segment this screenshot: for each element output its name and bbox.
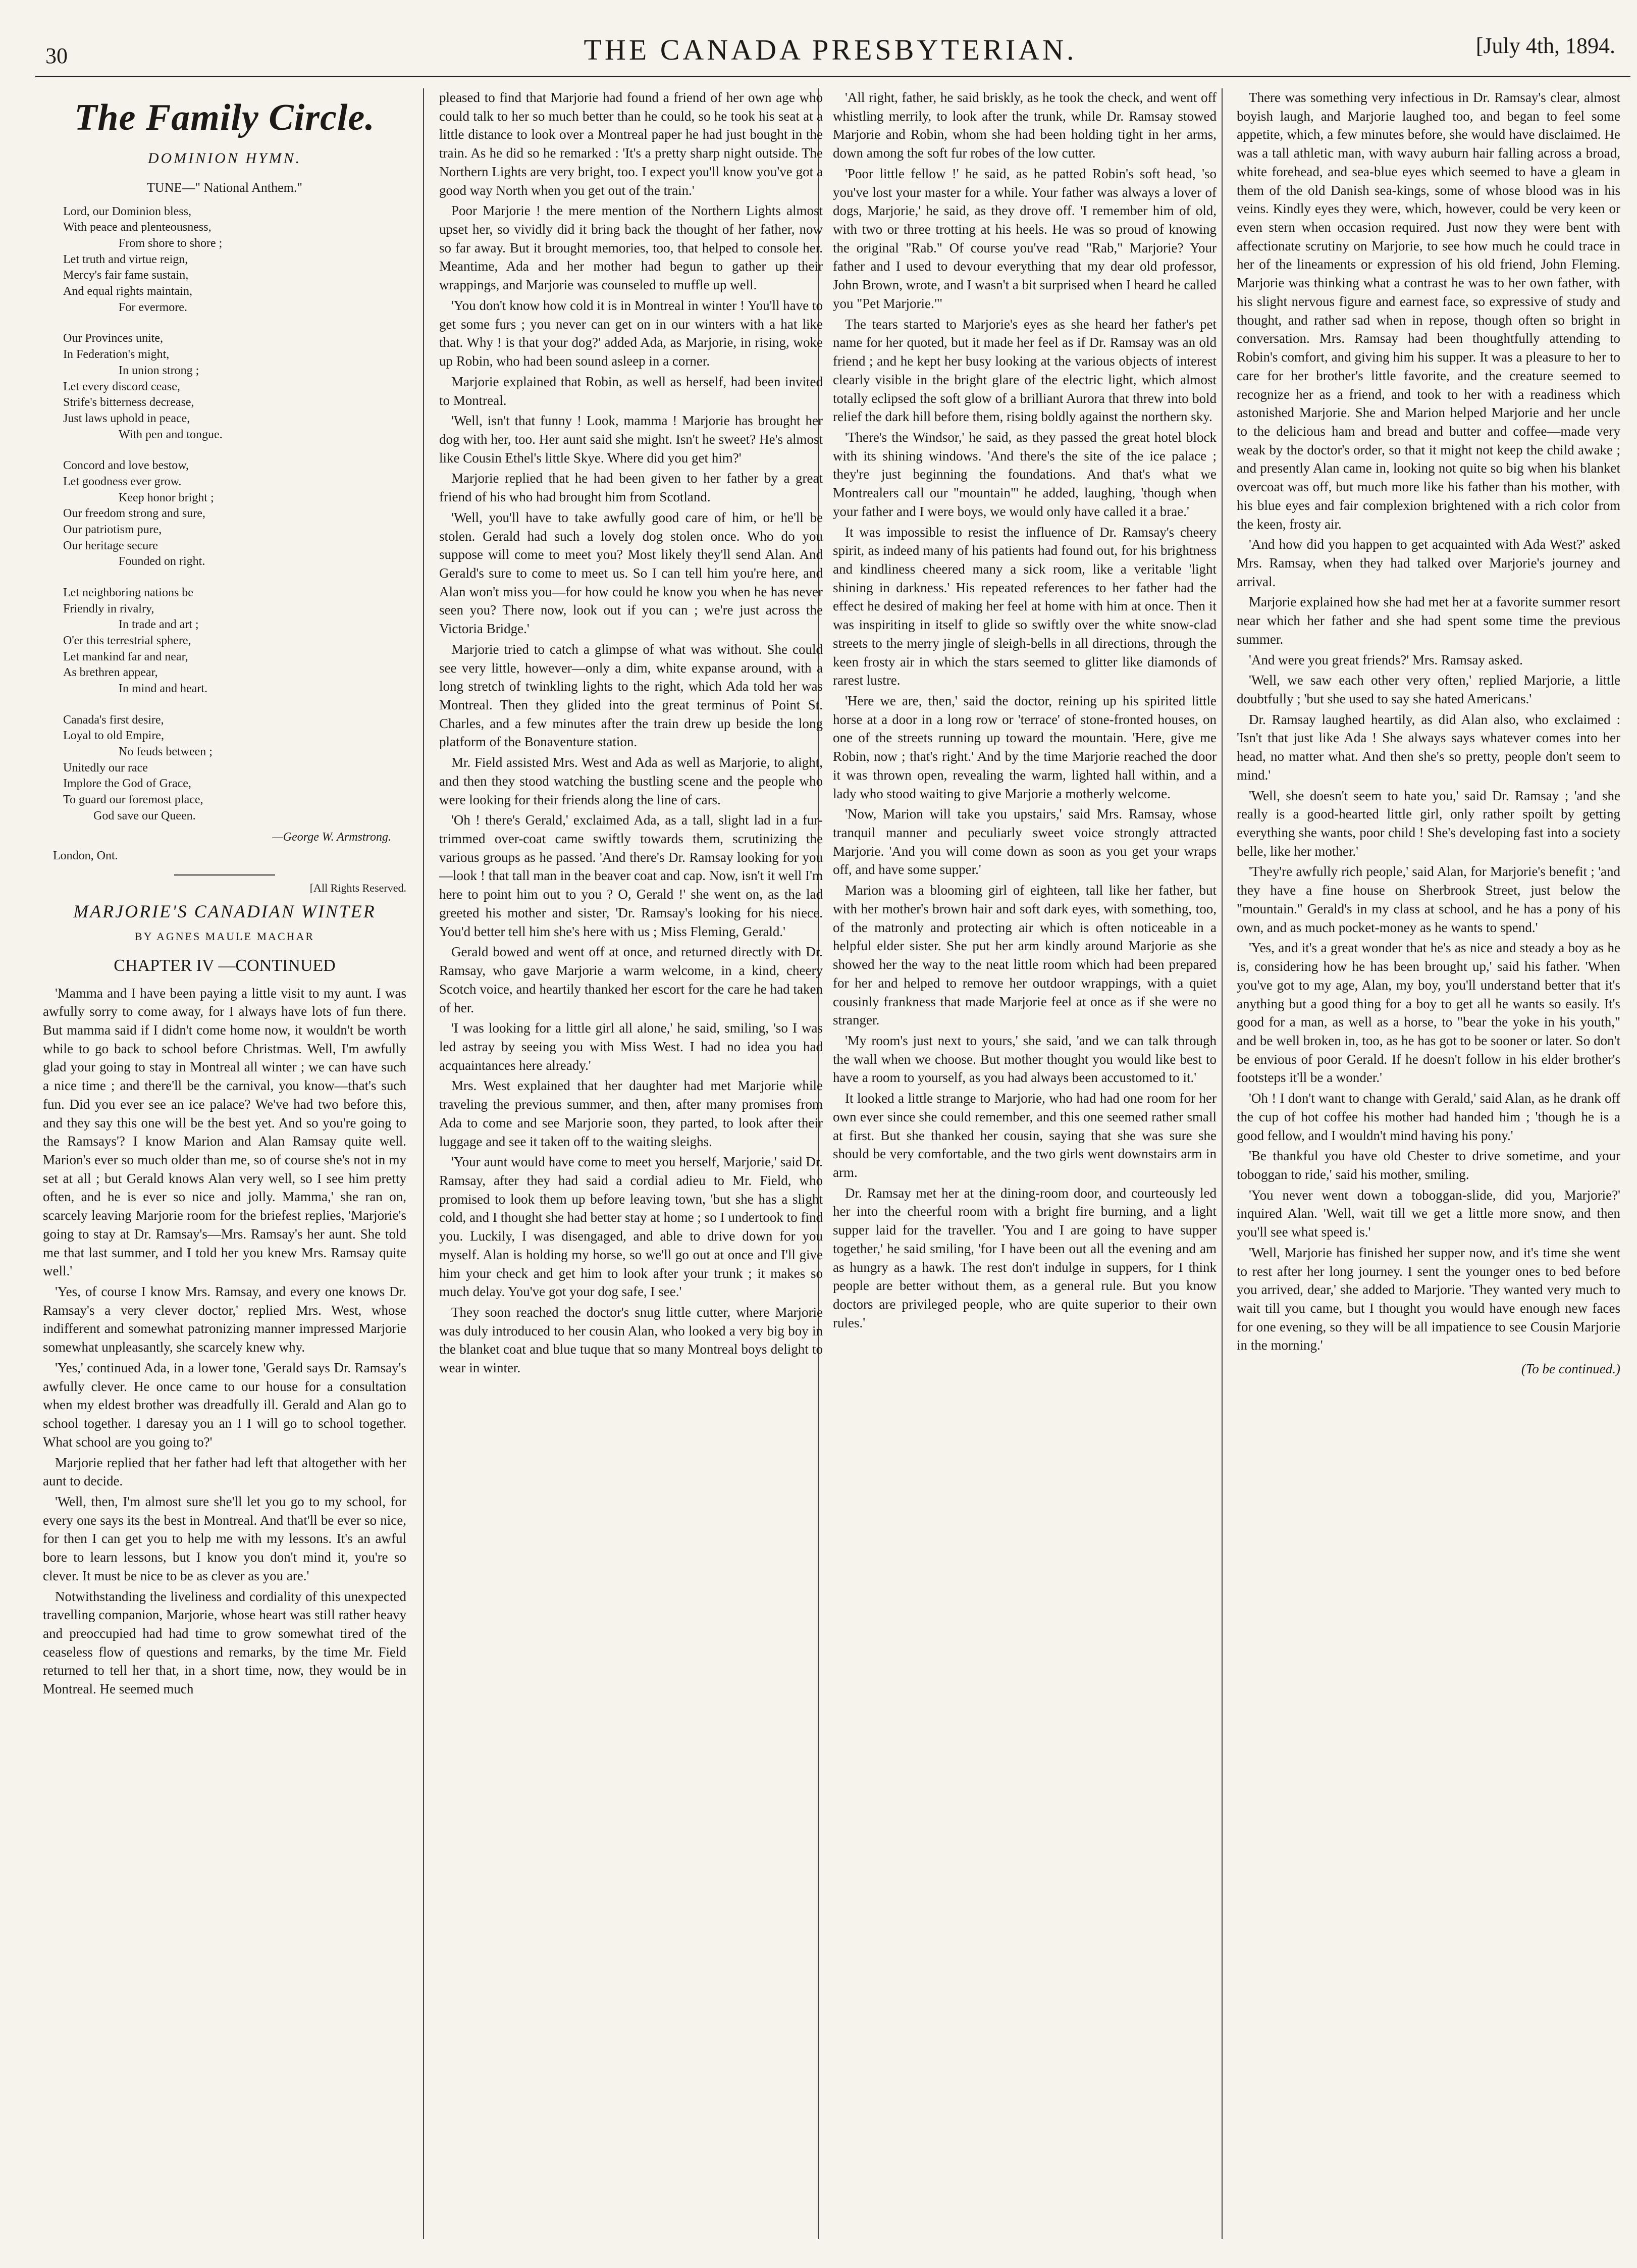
paragraph: 'You never went down a toboggan-slide, did you, Marjorie?' inquired Alan. 'Well, wait till we get a little more snow, and then you'll see what speed is.' <box>1237 1187 1620 1240</box>
verse-line: Mercy's fair fame sustain, <box>63 269 189 282</box>
verse-line: With pen and tongue. <box>119 428 223 441</box>
paragraph: 'And were you great friends?' Mrs. Ramsay asked. <box>1249 652 1523 667</box>
column-4 <box>1237 88 1620 2249</box>
poem-verse <box>63 585 406 697</box>
page-number: 30 <box>45 43 68 68</box>
verse-line: Loyal to old Empire, <box>63 729 164 743</box>
section-rule <box>174 874 275 875</box>
verse-line: No feuds between ; <box>119 745 213 758</box>
issue-date: [July 4th, 1894. <box>1475 33 1615 58</box>
verse-line: Let goodness ever grow. <box>63 475 182 488</box>
header-rule <box>35 76 1630 77</box>
verse-line: Let truth and virtue reign, <box>63 252 188 266</box>
paragraph: 'Well, we saw each other very often,' replied Marjorie, a little doubtfully ; 'but she used to say she hated Americans.' <box>1237 673 1620 706</box>
paragraph: There was something very infectious in Dr. Ramsay's clear, almost boyish laugh, and Marjorie laughed too, and began to feel some appetite, which, a few minutes before, she would have disclaimed. He was a tall athletic man, with wavy auburn hair falling across a broad, white forehead, and sea-blue eyes which seemed to have a gleam in them of the old Danish sea-kings, some of whose blood was in his veins. Kindly eyes they were, which, however, could be very keen or even stern when occasion required. Just now they were bent with affectionate scrutiny on Marjorie, to see how much he could trace in her of the lineaments or expression of his old friend, John Fleming. Marjorie was thinking what a contrast he was to her own father, with his slight nervous figure and earnest face, so expressive of study and thought, and rather sad when in repose, though often so bright in conversation. Mrs. Ramsay had been thoughtfully attending to Robin's comfort, and giving him his supper. It was a pleasure to her to care for her brother's little favorite, and the creature seemed to recognize her as a friend, and took to her with a readiness which astonished Marjorie. She and Marion helped Marjorie and her uncle to the delicious ham and bread and butter and coffee—made very weak by the doctor's order, so that it might not keep the child awake ; and presently Alan came in, looking not quite so big when his blanket overcoat was off, but much more like his father than his mother, with his blue eyes and fair complexion brightened with a rich color from the keen, frosty air. <box>1237 90 1620 532</box>
verse-line: To guard our foremost place, <box>63 793 203 806</box>
chapter-heading: CHAPTER IV —CONTINUED <box>114 956 336 975</box>
paragraph: 'Oh ! there's Gerald,' exclaimed Ada, as a tall, slight lad in a fur-trimmed over-coat came swiftly towards them, scrutinizing the various groups as he passed. 'And there's Dr. Ramsay looking for you—look ! that tall man in the beaver coat and cap. Now, isn't it well I'm here to point him out to you ? O, Gerald !' she went on, as the lad greeted his mother and sister, 'Dr. Ramsay's looking for his niece. You'd better tell him she's here with us ; Miss Fleming, Gerald.' <box>439 812 823 939</box>
paragraph: 'Well, she doesn't seem to hate you,' said Dr. Ramsay ; 'and she really is a good-hearted little girl, only rather spoilt by getting everything she wants, poor child ! She's developing fast into a society belle, like her mother.' <box>1237 788 1620 859</box>
verse-line: From shore to shore ; <box>119 237 223 250</box>
verse-line: And equal rights maintain, <box>63 285 192 298</box>
paragraph: 'My room's just next to yours,' she said, 'and we can talk through the wall when we choose. But mother thought you would like best to have a room to yourself, as you had always been accustomed to it.' <box>833 1033 1217 1086</box>
paragraph: Marjorie replied that her father had left that altogether with her aunt to decide. <box>43 1455 406 1489</box>
verse-line: Our freedom strong and sure, <box>63 507 205 521</box>
paragraph: The tears started to Marjorie's eyes as she heard her father's pet name for her quoted, but it made her feel as if Dr. Ramsay was an old friend ; and he kept her busy looking at the various objects of interest clearly visible in the bright glare of the electric light, which almost totally eclipsed the soft glow of a brilliant Aurora that threw into bold relief the dark hill before them, rising boldly against the northern sky. <box>833 316 1217 425</box>
paragraph: 'Well, isn't that funny ! Look, mamma ! Marjorie has brought her dog with her, too. Her aunt said she might. Isn't he sweet? He's almost like Cousin Ethel's little Skye. Where did you get him?' <box>439 413 823 466</box>
paragraph: Marion was a blooming girl of eighteen, tall like her father, but with her mother's brown hair and soft dark eyes, with something, too, of the matronly and protecting air which is often noticeable in a helpful elder sister. She put her arm kindly around Marjorie as she showed her the way to the neat little room which had been prepared for her and helped to remove her outdoor wrappings, with a quiet cousinly frankness that made Marjorie feel at once as if she were no stranger. <box>833 883 1217 1028</box>
verse-line: Our heritage secure <box>63 539 158 552</box>
section-heading: The Family Circle. <box>74 97 375 138</box>
paragraph: 'All right, father, he said briskly, as he took the check, and went off whistling merrily, to look after the trunk, while Dr. Ramsay stowed Marjorie and Robin, whom she had been holding tight in her arms, down among the soft fur robes of the low cutter. <box>833 90 1217 161</box>
paragraph: 'And how did you happen to get acquainted with Ada West?' asked Mrs. Ramsay, when they had talked over Marjorie's journey and arrival. <box>1237 537 1620 589</box>
rights-notice: [All Rights Reserved. <box>309 881 406 894</box>
continued-note: (To be continued.) <box>1521 1361 1620 1377</box>
paragraph: Mrs. West explained that her daughter had met Marjorie while traveling the previous summer, and then, after many promises from Ada to come and see Marjorie soon, they parted, to look after their luggage and see it taken off to the waiting sleighs. <box>439 1078 823 1149</box>
paragraph: 'Here we are, then,' said the doctor, reining up his spirited little horse at a door in a long row or 'terrace' of stone-fronted houses, on one of the streets running up toward the mountain. 'Here, give me Robin, now ; that's right.' And by the time Marjorie reached the door it was thrown open, revealing the warm, lighted hall within, and a lady who stood waiting to give Marjorie a motherly welcome. <box>833 693 1217 801</box>
page-header <box>35 28 1625 73</box>
paragraph: 'Well, you'll have to take awfully good care of him, or he'll be stolen. Gerald had such a lovely dog stolen once. Who do you suppose will come to meet you? Most likely they'll send Alan. And Gerald's sure to come to meet us. So I can tell him you're here, and Alan won't miss you—for how could he know you when he has never seen you? There now, look out if you can ; we're just across the Victoria Bridge.' <box>439 509 823 637</box>
verse-line: In union strong ; <box>119 364 199 377</box>
column-3 <box>833 88 1217 2249</box>
paragraph: 'You don't know how cold it is in Montreal in winter ! You'll have to get some furs ; you never can get on in our winters with a hat like that. Why ! is that your dog?' added Ada, as Marjorie, in rising, woke up Robin, who had been sound asleep in a corner. <box>439 297 823 369</box>
paragraph: Marjorie replied that he had been given to her father by a great friend of his who had brought him from Scotland. <box>439 471 823 505</box>
verse-line: Implore the God of Grace, <box>63 777 191 791</box>
paragraph: 'Yes, of course I know Mrs. Ramsay, and every one knows Dr. Ramsay's a very clever doctor,' replied Mrs. West, whose indifferent and somewhat patronizing manner impressed Marjorie somewhat unpleasantly, she scarcely knew why. <box>43 1284 406 1355</box>
paragraph: 'They're awfully rich people,' said Alan, for Marjorie's benefit ; 'and they have a fine house on Sherbrook Street, just below the "mountain." Gerald's in my class at school, and he has a pony of his own, and as much pocket-money as he wants to spend.' <box>1237 864 1620 935</box>
paragraph: Poor Marjorie ! the mere mention of the Northern Lights almost upset her, so vividly did it bring back the thought of her father, now so far away. But it brought memories, too, that helped to console her. Meantime, Ada and her mother had begun to gather up their wrappings, and Marjorie was counseled to muffle up well. <box>439 203 823 293</box>
verse-line: Strife's bitterness decrease, <box>63 396 194 409</box>
column-2 <box>439 88 823 2249</box>
paragraph: 'Well, then, I'm almost sure she'll let you go to my school, for every one says its the best in Montreal. And that'll be ever so nice, for then I can get you to help me with my lessons. It's an awful bore to learn lessons, but I know you don't mind it, you're so clever. It must be nice to be as clever as you are.' <box>43 1493 406 1583</box>
verse-line: Canada's first desire, <box>63 713 164 727</box>
verse-line: Concord and love bestow, <box>63 459 189 473</box>
verse-line: Let neighboring nations be <box>63 586 193 599</box>
paragraph: 'Oh ! I don't want to change with Gerald,' said Alan, as he drank off the cup of hot coffee his mother had handed him ; 'though he is a good fellow, and I wouldn't mind having his pony.' <box>1237 1091 1620 1143</box>
poem-tune: TUNE—" National Anthem." <box>147 180 302 195</box>
paragraph: They soon reached the doctor's snug little cutter, where Marjorie was duly introduced to her cousin Alan, who looked a very big boy in the blanket coat and blue tuque that so many Montreal boys delight to wear in winter. <box>439 1305 823 1376</box>
paragraph: 'Yes, and it's a great wonder that he's as nice and steady a boy as he is, considering how he has been brought up,' said his father. 'When you've got to my age, Alan, my boy, you'll understand better that it's anything but a good thing for a boy to get all he wants so easily. It's good for a man, as well as a horse, to "bear the yoke in his youth," and be well broken in, too, as he has got to be sooner or later. So don't be envious of poor Gerald. If he doesn't follow in his elder brother's footsteps it'll be a wonder.' <box>1237 940 1620 1086</box>
paragraph: Notwithstanding the liveliness and cordiality of this unexpected travelling companion, Marjorie, whose heart was still rather heavy and preoccupied had had time to grow somewhat tired of the ceaseless flow of questions and remarks, by the time Mr. Field returned to tell her that, in a short time, now, they would be in Montreal. He seemed much <box>43 1588 406 1697</box>
verse-line: Unitedly our race <box>63 761 148 775</box>
verse-line: Friendly in rivalry, <box>63 602 154 615</box>
paragraph: 'I was looking for a little girl all alone,' he said, smiling, 'so I was led astray by seeing you with Miss West. I had no idea you had acquaintances here already.' <box>439 1020 823 1073</box>
story-title: MARJORIE'S CANADIAN WINTER <box>73 901 376 922</box>
verse-line: Let mankind far and near, <box>63 650 188 663</box>
verse-line: In Federation's might, <box>63 348 170 362</box>
poem-verse <box>63 204 406 316</box>
paragraph: Dr. Ramsay met her at the dining-room door, and courteously led her into the cheerful room with a bright fire burning, and a light supper laid for the traveller. 'You and I are going to have supper together,' he said smiling, 'for I have been out all the evening and am as hungry as a hawk. The rest don't indulge in suppers, for I think people are better without them, as a general rule. But you know doctors are privileged people, who are quite superior to their own rules.' <box>833 1185 1217 1330</box>
poem-verse <box>63 458 406 570</box>
paragraph: Marjorie tried to catch a glimpse of what was without. She could see very little, however—only a dim, white expanse around, with a long stretch of twinkling lights to the right, which Ada told her was Montreal. Then they glided into the great terminus of Point St. Charles, and a few minutes after the train drew up beside the long platform of the Bonaventure station. <box>439 641 823 750</box>
paragraph: It looked a little strange to Marjorie, who had had one room for her own ever since she could remember, and this one seemed rather small at first. But she thanked her cousin, saying that she was sure she should be very comfortable, and the two girls went downstairs arm in arm. <box>833 1091 1217 1180</box>
poem-title: DOMINION HYMN. <box>147 149 302 167</box>
verse-line: Let every discord cease, <box>63 380 180 393</box>
paragraph: 'Your aunt would have come to meet you herself, Marjorie,' said Dr. Ramsay, after they had said a cordial adieu to Mr. Field, who promised to look them up before leaving town, 'but she has a slight cold, and I thought she had better stay at home ; so I undertook to find you. Luckily, I was disengaged, and able to drive down for you myself. Alan is holding my horse, so we'll go out at once and I'll give him your check and get him to look after your trunk ; it makes so much delay. You've got your dog safe, I see.' <box>439 1154 823 1300</box>
verse-line: God save our Queen. <box>93 809 196 822</box>
verse-line: O'er this terrestrial sphere, <box>63 634 191 647</box>
verse-line: Our Provinces unite, <box>63 332 163 345</box>
column-divider <box>423 88 424 2239</box>
verse-line: Founded on right. <box>119 555 205 569</box>
column-divider <box>1222 88 1223 2239</box>
masthead-title: THE CANADA PRESBYTERIAN. <box>584 33 1077 66</box>
verse-line: Lord, our Dominion bless, <box>63 204 191 218</box>
verse-line: As brethren appear, <box>63 666 158 680</box>
paragraph: 'There's the Windsor,' he said, as they passed the great hotel block with its shining windows. 'And there's the site of the ice palace ; they're just beginning the foundations. And that's what we Montrealers call our "mountain"' he added, laughing, 'though when your father and I were boys, we would only have called it a brae.' <box>833 429 1217 519</box>
poem-author: —George W. Armstrong. <box>272 831 391 844</box>
paragraph: It was impossible to resist the influence of Dr. Ramsay's cheery spirit, as indeed many of his patients had found out, for his brightness and kindliness cheered many a sick room, like a veritable 'light shining in darkness.' His repeated references to her father had the effect he desired of making her feel at home with him at once. Then it was inspiriting in itself to glide so swiftly over the white snow-clad streets to the merry jingle of sleigh-bells in all directions, through the keen frosty air in which the stars seemed to glitter like diamonds of rarest lustre. <box>833 524 1217 688</box>
paragraph: Gerald bowed and went off at once, and returned directly with Dr. Ramsay, who gave Marjorie a warm welcome, in a kind, cheery Scotch voice, and heartily thanked her escort for the care he had taken of her. <box>439 944 823 1015</box>
paragraph: 'Now, Marion will take you upstairs,' said Mrs. Ramsay, whose tranquil manner and peculiarly sweet voice strongly attracted Marjorie. 'And you will come down as soon as you get your wraps off, and have some supper.' <box>833 806 1217 878</box>
verse-line: With peace and plenteousness, <box>63 221 212 234</box>
verse-line: In trade and art ; <box>119 618 199 632</box>
verse-line: Just laws uphold in peace, <box>63 411 190 425</box>
verse-line: For evermore. <box>119 300 187 314</box>
paragraph: 'Yes,' continued Ada, in a lower tone, 'Gerald says Dr. Ramsay's awfully clever. He once came to our house for a consultation when my eldest brother was dreadfully ill. Gerald and Alan go to school together. I daresay you an I I will go to school together. What school are you going to?' <box>43 1360 406 1450</box>
paragraph: 'Be thankful you have old Chester to drive sometime, and your toboggan to ride,' said his mother, smiling. <box>1237 1148 1620 1182</box>
verse-line: Our patriotism pure, <box>63 523 162 536</box>
paragraph: Marjorie explained how she had met her at a favorite summer resort near which her father and she had spent some time the previous summer. <box>1237 594 1620 647</box>
paragraph: Dr. Ramsay laughed heartily, as did Alan also, who exclaimed : 'Isn't that just like Ada ! She always says whatever comes into her head, no matter what. And then she's so pretty, people don't seem to mind.' <box>1237 711 1620 783</box>
verse-line: In mind and heart. <box>119 682 207 695</box>
paragraph: 'Poor little fellow !' he said, as he patted Robin's soft head, 'so you've lost your master for a while. Your father was always a lover of dogs, Marjorie,' he said, as they drove off. 'I remember him of old, with two or three trotting at his heels. He was so proud of knowing the original "Rab." Of course you've read "Rab," Marjorie? Your father and I used to devour everything that my dear old professor, John Brown, wrote, and I wasn't a bit surprised when I heard he called you "Pet Marjorie."' <box>833 166 1217 311</box>
column-1 <box>43 88 406 2249</box>
paragraph: Mr. Field assisted Mrs. West and Ada as well as Marjorie, to alight, and then they stood watching the bustling scene and the people who were looking for their friends along the line of cars. <box>439 755 823 807</box>
paragraph: pleased to find that Marjorie had found a friend of her own age who could talk to her so much better than he could, so he took his seat at a little distance to look over a Montreal paper he had just bought in the train. As he did so he remarked : 'It's a pretty sharp night outside. The Northern Lights are very bright, too. I expect you'll know you've got a good way North when you get out of the train.' <box>439 90 823 198</box>
verse-line: Keep honor bright ; <box>119 491 214 504</box>
paragraph: 'Well, Marjorie has finished her supper now, and it's time she went to rest after her long journey. I sent the younger ones to bed before you arrived, dear,' she added to Marjorie. 'They wanted very much to wait till you came, but I thought you would have enough new faces for one evening, so they will be all impatience to see Cousin Marjorie in the morning.' <box>1237 1245 1620 1353</box>
paragraph: 'Mamma and I have been paying a little visit to my aunt. I was awfully sorry to come away, for I always have lots of fun there. But mamma said if I didn't come home now, it wouldn't be worth while to go back to school before Christmas. Well, I'm awfully glad your going to stay in Montreal all winter ; we can have such a nice time ; and there'll be the carnival, you know—that's such fun. Did you ever see an ice palace? We've had two before this, and they say this one will be the best yet. And so you're going to the Ramsays'? I know Marion and Alan Ramsay quite well. Marion's ever so much older than me, so of course she's not in my set at all ; but Gerald knows Alan very well, so I see him pretty often, and he is ever so nice and jolly. Mamma,' she ran on, scarcely leaving Marjorie room for the briefest replies, 'Marjorie's going to stay at Dr. Ramsay's—Mrs. Ramsay's her aunt. She told me that last summer, and I told her you knew Mrs. Ramsay quite well.' <box>43 985 406 1279</box>
story-byline: BY AGNES MAULE MACHAR <box>134 930 315 943</box>
paragraph: Marjorie explained that Robin, as well as herself, had been invited to Montreal. <box>439 374 823 408</box>
poem-verse <box>63 331 406 443</box>
poem-verse <box>63 712 406 824</box>
poem-place: London, Ont. <box>53 849 118 862</box>
